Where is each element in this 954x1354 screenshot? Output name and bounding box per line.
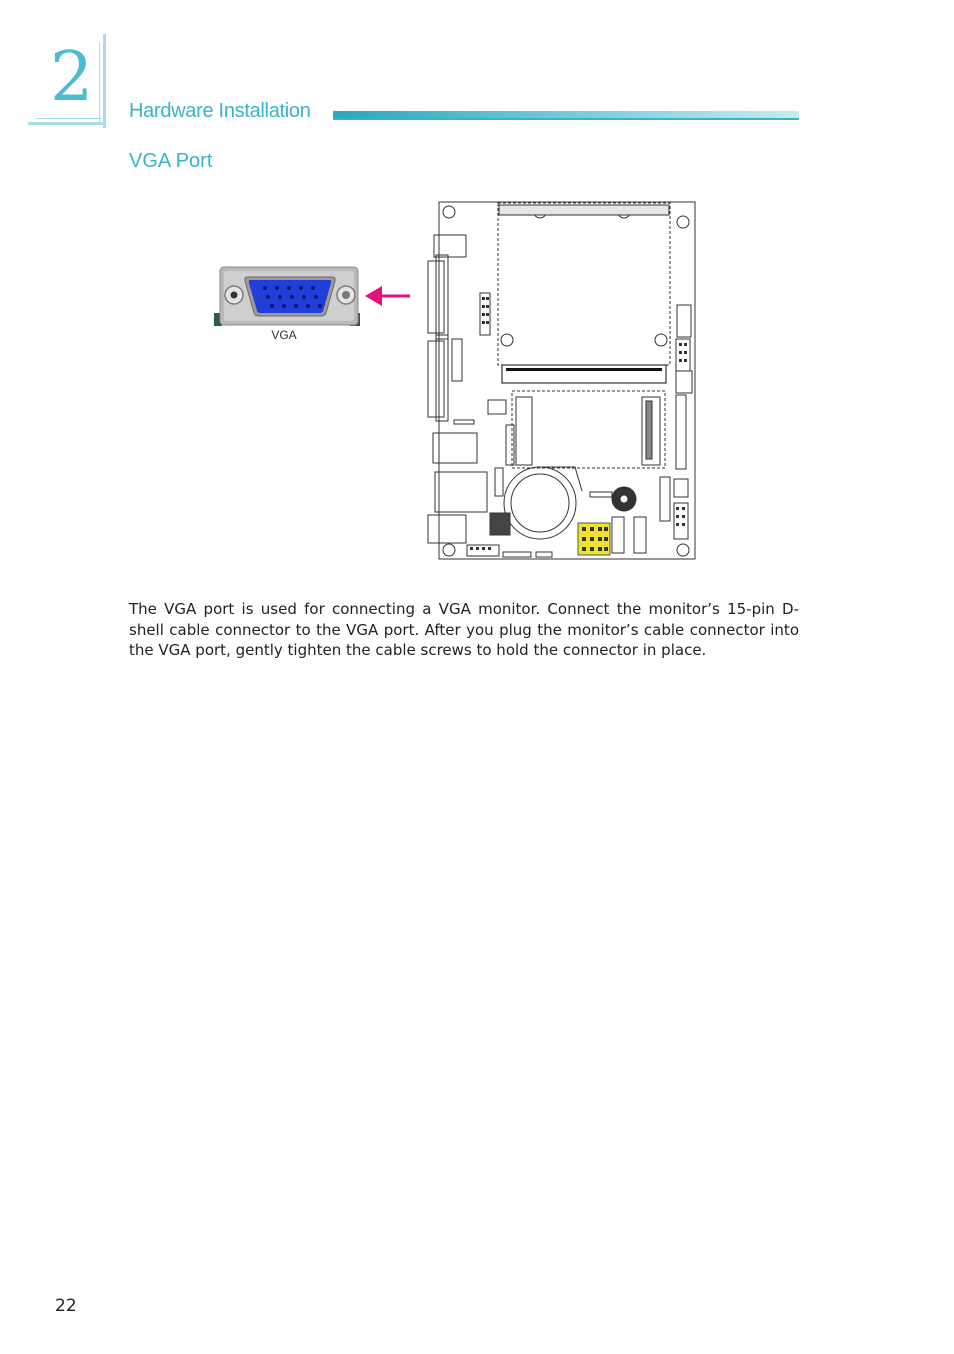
pointer-arrow bbox=[365, 286, 410, 306]
vga-connector-label: VGA bbox=[271, 328, 297, 342]
chapter-marker-vertical-rule bbox=[103, 34, 106, 128]
chapter-number: 2 bbox=[50, 38, 94, 117]
yellow-jumper-block bbox=[578, 523, 610, 555]
vga-port-figure bbox=[210, 195, 710, 565]
section-title-underline bbox=[333, 118, 799, 120]
board-diagram bbox=[210, 195, 710, 565]
section-title: Hardware Installation bbox=[129, 100, 311, 122]
body-paragraph: The VGA port is used for connecting a VGA monitor. Connect the monitor’s 15-pin D-shell cable connector to the VGA port. After you plug the monitor’s cable connector into the VGA port, gently tighten the cable screws to hold the connector in place. bbox=[129, 600, 799, 659]
chapter-marker-horizontal-rule bbox=[28, 122, 106, 125]
chapter-marker-vertical-rule-thin bbox=[99, 42, 100, 122]
subsection-title: VGA Port bbox=[129, 150, 213, 172]
motherboard-outline bbox=[428, 202, 695, 559]
chapter-marker-horizontal-rule-thin bbox=[36, 118, 102, 119]
page-number: 22 bbox=[55, 1296, 77, 1316]
vga-connector-image bbox=[214, 267, 360, 326]
chapter-marker bbox=[28, 34, 108, 128]
